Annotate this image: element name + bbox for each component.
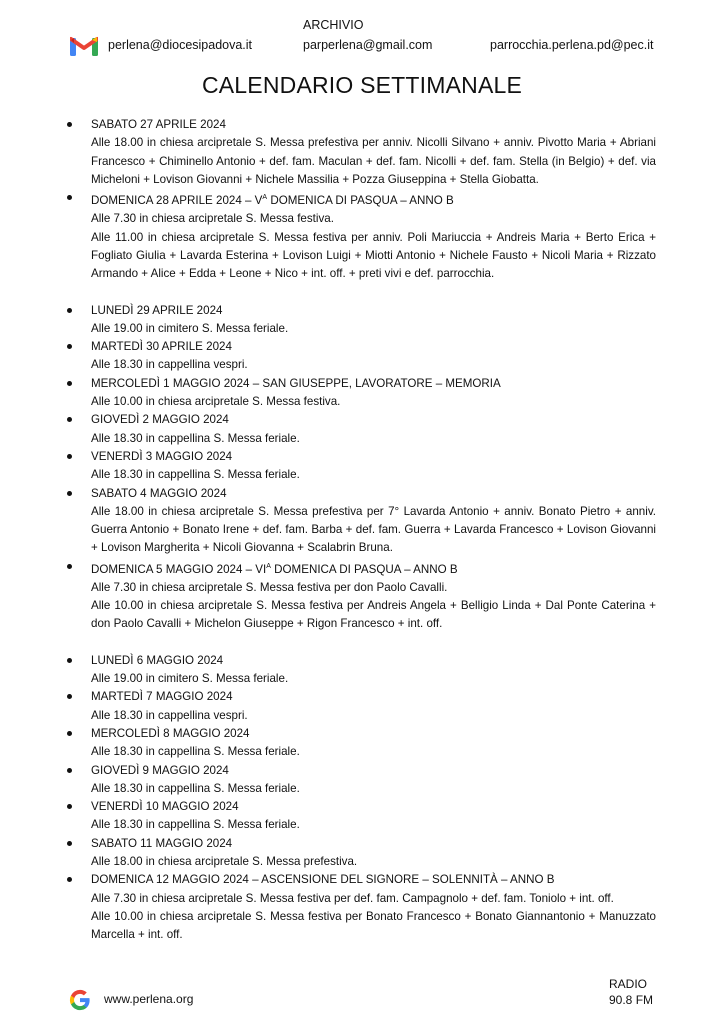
- entry-line: Alle 11.00 in chiesa arcipretale S. Messa festiva per anniv. Poli Mariuccia + Andreis Maria + Berto Erica + Fogliato Giulia + Lavarda Esterina + Lovison Luigi + Miotti Antonio + Nichele Fausto + Nicoli Maria + Rizzato Armando + Alice + Edda + Leone + Nico + int. off. + preti vivi e def. parrocchia.: [91, 230, 656, 281]
- entry-day: DOMENICA 28 APRILE $2024 - V^A$ DOMENICA DI PASQUA – ANNO B: [91, 194, 454, 208]
- bullet: [67, 417, 72, 422]
- calendar-entry: [0, 116, 724, 189]
- entry-day: SABATO 4 MAGGIO 2024: [91, 486, 227, 500]
- calendar-entry: [0, 725, 724, 762]
- entry-day: MARTEDÌ 7 MAGGIO 2024: [91, 690, 233, 704]
- bullet: [67, 768, 72, 773]
- entry-day: SABATO 27 APRILE 2024: [91, 118, 226, 131]
- entry-line: Alle 10.00 in chiesa arcipretale S. Messa festiva per Andreis Angela + Belligio Linda + Dal Ponte Caterina + don Paolo Cavalli + Michelon Giuseppe + Rigon Francesco + int. off.: [91, 599, 656, 631]
- calendar-entry: [0, 448, 724, 485]
- website-link[interactable]: www.perlena.org: [104, 992, 194, 1006]
- bullet: [67, 694, 72, 699]
- calendar-entry: [0, 302, 724, 339]
- bullet: [67, 841, 72, 846]
- entry-line: Alle 18.30 in cappellina vespri.: [91, 708, 248, 722]
- entry-line: Alle 7.30 in chiesa arcipretale S. Messa festiva per def. fam. Campagnolo + def. fam. Toniolo + int. off.: [91, 891, 614, 905]
- calendar-entry: [0, 652, 724, 689]
- entry-line: Alle 18.30 in cappellina S. Messa feriale.: [91, 468, 300, 482]
- entry-line: Alle 18.30 in cappellina S. Messa feriale.: [91, 781, 300, 795]
- bullet: [67, 731, 72, 736]
- entry-line: Alle 18.30 in cappellina S. Messa feriale.: [91, 431, 300, 445]
- calendar-entry: [0, 798, 724, 835]
- entry-day: VENERDÌ 3 MAGGIO 2024: [91, 449, 233, 463]
- calendar-entry: [0, 688, 724, 725]
- bullet: [67, 658, 72, 663]
- entry-line: Alle 18.00 in chiesa arcipretale S. Messa prefestiva.: [91, 855, 358, 868]
- google-icon: [69, 989, 91, 1011]
- calendar-entry: [0, 762, 724, 799]
- entry-day: SABATO 11 MAGGIO 2024: [91, 836, 233, 850]
- entry-line: Alle 10.00 in chiesa arcipretale S. Messa festiva.: [91, 395, 341, 409]
- calendar-entry: [0, 558, 724, 634]
- entry-line: Alle 18.30 in cappellina S. Messa feriale.: [91, 818, 300, 832]
- entry-day: MARTEDÌ 30 APRILE 2024: [91, 340, 232, 354]
- calendar-entry: [0, 189, 724, 283]
- calendar-entry: [0, 835, 724, 872]
- radio-line: RADIO: [609, 977, 648, 991]
- entry-line: Alle 19.00 in cimitero S. Messa feriale.: [91, 321, 289, 335]
- entry-day: GIOVEDÌ 9 MAGGIO 2024: [91, 763, 229, 777]
- page-title: CALENDARIO SETTIMANALE: [201, 72, 523, 98]
- calendar-entry: [0, 338, 724, 375]
- entry-day: LUNEDÌ 29 APRILE 2024: [91, 303, 223, 317]
- bullet: [67, 122, 72, 127]
- bullet: [67, 564, 72, 569]
- bullet: [67, 344, 72, 349]
- entry-day: MERCOLEDÌ 8 MAGGIO 2024: [91, 726, 250, 740]
- calendar-entry: [0, 411, 724, 448]
- gmail-icon: [70, 36, 98, 56]
- bullet: [67, 454, 72, 459]
- calendar-entry: [0, 375, 724, 412]
- entry-line: Alle 10.00 in chiesa arcipretale S. Messa festiva per Bonato Francesco + Bonato Giannantonio + Manuzzato Marcella + int. off.: [91, 909, 656, 942]
- bullet: [67, 195, 72, 200]
- calendar-entry: [0, 485, 724, 558]
- calendar-entry: [0, 871, 724, 944]
- radio-label: [609, 976, 653, 1008]
- calendar: [0, 116, 724, 944]
- entry-day: MERCOLEDÌ 1 MAGGIO 2024 – SAN GIUSEPPE, LAVORATORE – MEMORIA: [91, 376, 501, 390]
- entry-line: Alle 18.00 in chiesa arcipretale S. Messa prefestiva per 7° Lavarda Antonio + anniv. Bonato Pietro + anniv. Guerra Antonio + Bonato Irene + def. fam. Barba + def. fam. Guerra + Lavarda Francesco + Lovison Giovanni + Lovison Margherita + Nicoli Giovanna + Scalabrin Bruna.: [91, 504, 656, 555]
- entry-day: LUNEDÌ 6 MAGGIO 2024: [91, 653, 224, 667]
- entry-line: Alle 18.00 in chiesa arcipretale S. Messa prefestiva per anniv. Nicolli Silvano + anniv. Pivotto Maria + Abriani Francesco + Chiminello Antonio + def. fam. Maculan + def. fam. Nicolli + def. fam. Stella (in Belgio) + def. via Micheloni + Lovison Giovanni + Nichele Massilia + Pozza Giuseppina + Stella Giobatta.: [91, 136, 656, 186]
- email-diocese[interactable]: perlena@diocesipadova.it: [108, 38, 253, 52]
- bullet: [67, 491, 72, 496]
- entry-line: Alle 19.00 in cimitero S. Messa feriale.: [91, 672, 289, 686]
- entry-line: Alle 18.30 in cappellina S. Messa feriale.: [91, 745, 300, 759]
- email-pec[interactable]: parrocchia.perlena.pd@pec.it: [490, 38, 654, 52]
- entry-line: Alle 7.30 in chiesa arcipretale S. Messa festiva per don Paolo Cavalli.: [91, 580, 448, 594]
- archive-label: ARCHIVIO: [303, 18, 364, 32]
- entry-line: Alle 18.30 in cappellina vespri.: [91, 358, 248, 372]
- bullet: [67, 381, 72, 386]
- entry-line: Alle 7.30 in chiesa arcipretale S. Messa festiva.: [91, 212, 334, 226]
- bullet: [67, 308, 72, 313]
- entry-day: DOMENICA 12 MAGGIO 2024 – ASCENSIONE DEL SIGNORE – SOLENNITÀ – ANNO B: [91, 873, 555, 887]
- entry-day: DOMENICA 5 MAGGIO $2024 - VI^A$ DOMENICA DI PASQUA – ANNO B: [91, 562, 458, 576]
- entry-day: VENERDÌ 10 MAGGIO 2024: [91, 800, 239, 814]
- radio-frequency: 90.8 FM: [609, 993, 654, 1007]
- bullet: [67, 877, 72, 882]
- bullet: [67, 804, 72, 809]
- entry-day: GIOVEDÌ 2 MAGGIO 2024: [91, 413, 229, 427]
- email-gmail[interactable]: parperlena@gmail.com: [303, 38, 433, 52]
